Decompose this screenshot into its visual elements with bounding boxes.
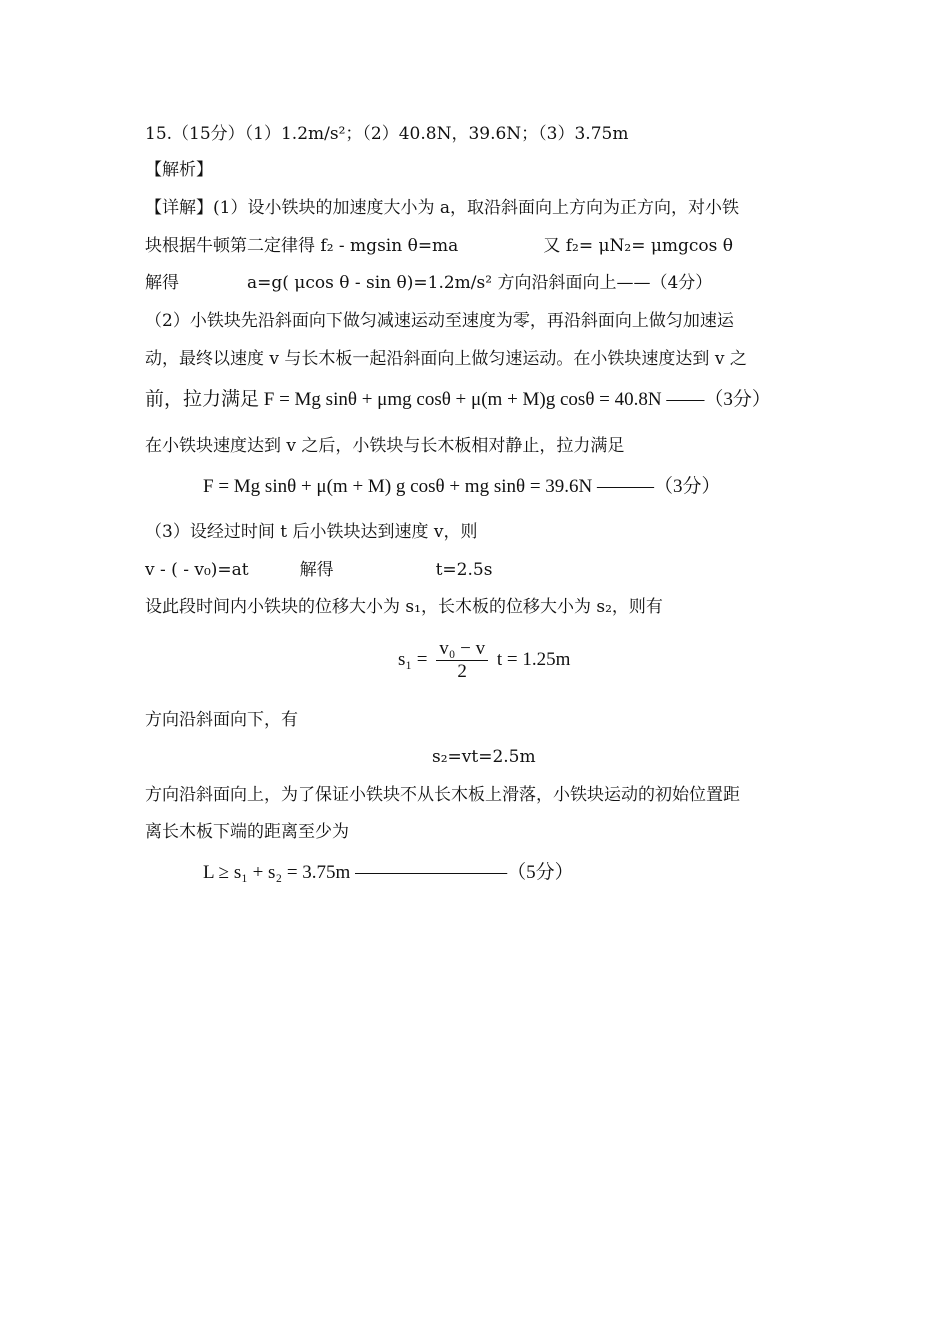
- part3-line-8: 离长木板下端的距离至少为: [145, 822, 349, 842]
- answer-summary: 15.（15分）（1）1.2m/s²；（2）40.8N，39.6N；（3）3.75m: [145, 124, 629, 144]
- analysis-heading: 【解析】: [145, 160, 213, 180]
- equation-force-before: 前，拉力满足 F = Mg sinθ + μmg cosθ + μ(m + M)g cosθ = 40.8N ——（3分）: [145, 389, 771, 410]
- part3-line-1: （3）设经过时间 t 后小铁块达到速度 v，则: [145, 522, 478, 542]
- part3-line-3: 设此段时间内小铁块的位移大小为 s₁，长木板的位移大小为 s₂，则有: [145, 597, 663, 617]
- part2-line-2: 动，最终以速度 v 与长木板一起沿斜面向上做匀速运动。在小铁块速度达到 v 之: [145, 349, 747, 369]
- equation-min-length: L ≥ s₁ + s₂ = 3.75m ————————（5分）: [203, 862, 574, 883]
- equation-displacement-s1: [398, 638, 570, 683]
- frac-rhs: t = 1.25m: [496, 648, 571, 670]
- part3-line-2: v - ( - v₀)=at 解得 t=2.5s: [145, 560, 493, 580]
- detail-line-1: 【详解】(1）设小铁块的加速度大小为 a，取沿斜面向上方向为正方向，对小铁: [145, 198, 739, 218]
- equation-displacement-s2: s₂=vt=2.5m: [432, 747, 536, 767]
- part2-line-4: 在小铁块速度达到 v 之后，小铁块与长木板相对静止，拉力满足: [145, 436, 625, 456]
- frac-lhs: s₁ =: [398, 648, 428, 670]
- fraction: [436, 638, 488, 683]
- equation-force-after: F = Mg sinθ + μ(m + M) g cosθ + mg sinθ = 39.6N ———（3分）: [203, 476, 721, 497]
- fraction-numerator: v₀ − v: [436, 638, 488, 661]
- detail-line-2: 块根据牛顿第二定律得 f₂ - mgsin θ=ma 又 f₂= μN₂= μmgcos θ: [145, 236, 734, 256]
- part2-line-1: （2）小铁块先沿斜面向下做匀减速运动至速度为零，再沿斜面向上做匀加速运: [145, 311, 734, 331]
- part3-line-7: 方向沿斜面向上，为了保证小铁块不从长木板上滑落，小铁块运动的初始位置距: [145, 785, 740, 805]
- fraction-denominator: 2: [457, 661, 467, 682]
- detail-line-3: 解得 a=g( μcos θ - sin θ)=1.2m/s² 方向沿斜面向上——（4分）: [145, 273, 713, 293]
- part3-line-5: 方向沿斜面向下，有: [145, 710, 298, 730]
